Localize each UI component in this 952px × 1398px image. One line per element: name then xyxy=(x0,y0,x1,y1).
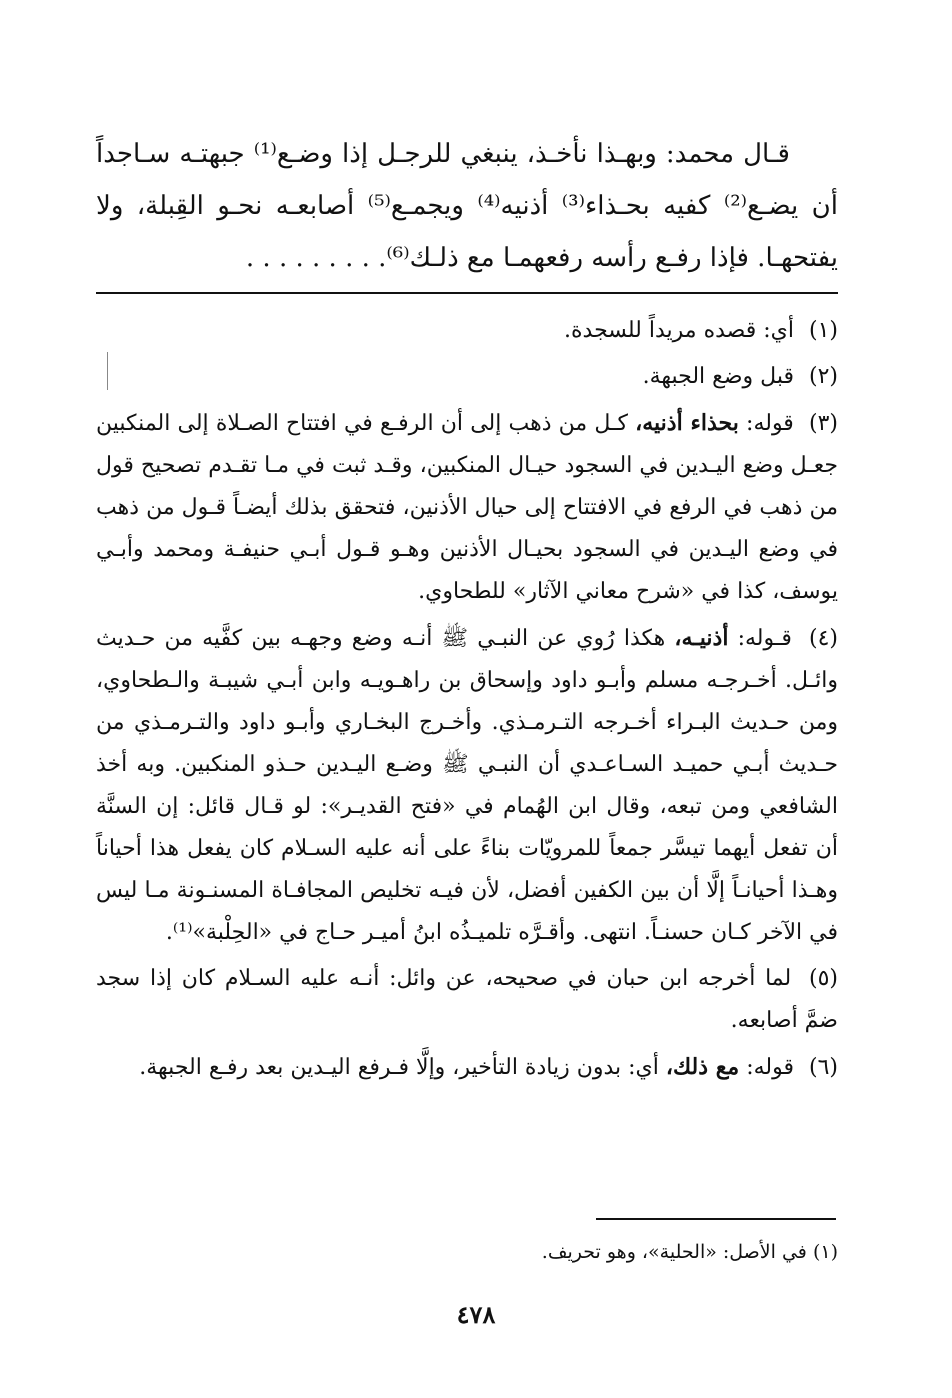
footnote-1 xyxy=(96,310,838,352)
footnote-text: لما أخرجه ابن حبان في صحيحه، عن وائل: أنـه عليه السـلام كان إذا سجد ضمَّ أصابعه. xyxy=(96,966,838,1033)
footnote-number: (١) xyxy=(808,318,838,343)
footnote-text: أي: بدون زيادة التأخير، وإلَّا فـرفع اليـدين بعد رفـع الجبهة. xyxy=(139,1055,659,1080)
footnote-lead: قـوله: xyxy=(737,626,792,651)
footnote-6 xyxy=(96,1046,838,1089)
main-text-block xyxy=(96,128,838,284)
footnote-keyword: بحذاء أذنيه، xyxy=(635,410,739,436)
footnote-keyword: مع ذلك، xyxy=(665,1054,740,1080)
footnote-separator-rule xyxy=(96,292,838,294)
footnote-2 xyxy=(96,356,838,398)
footnote-4 xyxy=(96,617,838,954)
page-number: ٤٧٨ xyxy=(456,1300,496,1329)
footnote-3 xyxy=(96,402,838,613)
footnote-number: (٦) xyxy=(808,1055,838,1080)
footnote-text: قبل وضع الجبهة. xyxy=(642,364,794,389)
footnote-lead: قوله: xyxy=(746,411,794,436)
main-paragraph: قـال محمد: وبهـذا نأخـذ، ينبغي للرجـل إذا وضـع⁽¹⁾ جبهتـه سـاجداً أن يضـع⁽²⁾ كفيه بحـذاء⁽³⁾ أذنيه⁽⁴⁾ ويجمـع⁽⁵⁾ أصابعـه نحـو القِبلة، ولا يفتحهـا. فإذا رفـع رأسه رفعهمـا مع ذلـك⁽⁶⁾. . . . . . . . . xyxy=(96,139,838,273)
subnote-separator-rule xyxy=(596,1218,836,1220)
footnote-text: هكذا رُوي عن النبـي ﷺ أنـه وضع وجهـه بين كفَّيه من حـديث وائـل. أخـرجـه مسلم وأبـو داود وإسحاق بن راهـويـه وابن أبـي شيبـة والـطحاوي، ومن حـديث البـراء أخـرجه التـرمـذي. وأخـرج البخـاري وأبـو داود والتـرمـذي من حـديث أبـي حميـد السـاعـدي أن النبـي ﷺ وضـع اليـدين حـذو المنكبين. وبه أخذ الشافعي ومن تبعه، وقال ابن الهُمام في «فتح القديـر»: لو قـال قائل: إن السنَّة أن تفعل أيهما تيسَّر جمعاً للمرويّات بناءً على أنه عليه السـلام كان يفعل هذا أحياناً وهـذا أحيانـاً إلَّا أن بين الكفين أفضل، لأن فيـه تخليص المجافـاة المسنـونة مـا ليس في الآخر كـان حسنـاً. انتهى. وأقـرَّه تلميـذُه ابنُ أميـر حـاج في «الحِلْبة»⁽¹⁾. xyxy=(96,626,839,945)
subnote xyxy=(96,1236,838,1268)
footnote-5 xyxy=(96,958,838,1042)
footnote-text: أي: قصده مريداً للسجدة. xyxy=(564,318,794,343)
subnote-text: في الأصل: «الحلية»، وهو تحريف. xyxy=(541,1241,807,1263)
footnote-lead: قوله: xyxy=(746,1055,794,1080)
footnote-number: (٣) xyxy=(809,411,839,436)
footnotes-block xyxy=(96,310,838,1093)
footnote-text: كـل من ذهب إلى أن الرفـع في افتتاح الصـلاة إلى المنكبين جعـل وضع اليـدين في السجود حيـال المنكبين، وقـد ثبت في مـا تقـدم تصحيح قول من ذهب في الرفع في الافتتاح إلى حيال الأذنين، فتحقق بذلك أيضـاً قـول من ذهب في وضع اليـدين في السجود بحيـال الأذنين وهـو قـول أبـي حنيفـة ومحمد وأبـي يوسف، كذا في «شرح معاني الآثار» للطحاوي. xyxy=(96,411,838,604)
footnote-keyword: أذنيـه، xyxy=(674,625,729,651)
footnote-number: (٤) xyxy=(809,626,839,651)
footnote-number: (٥) xyxy=(808,966,838,991)
footnote-number: (٢) xyxy=(808,364,838,389)
subnote-number: (١) xyxy=(812,1241,838,1263)
